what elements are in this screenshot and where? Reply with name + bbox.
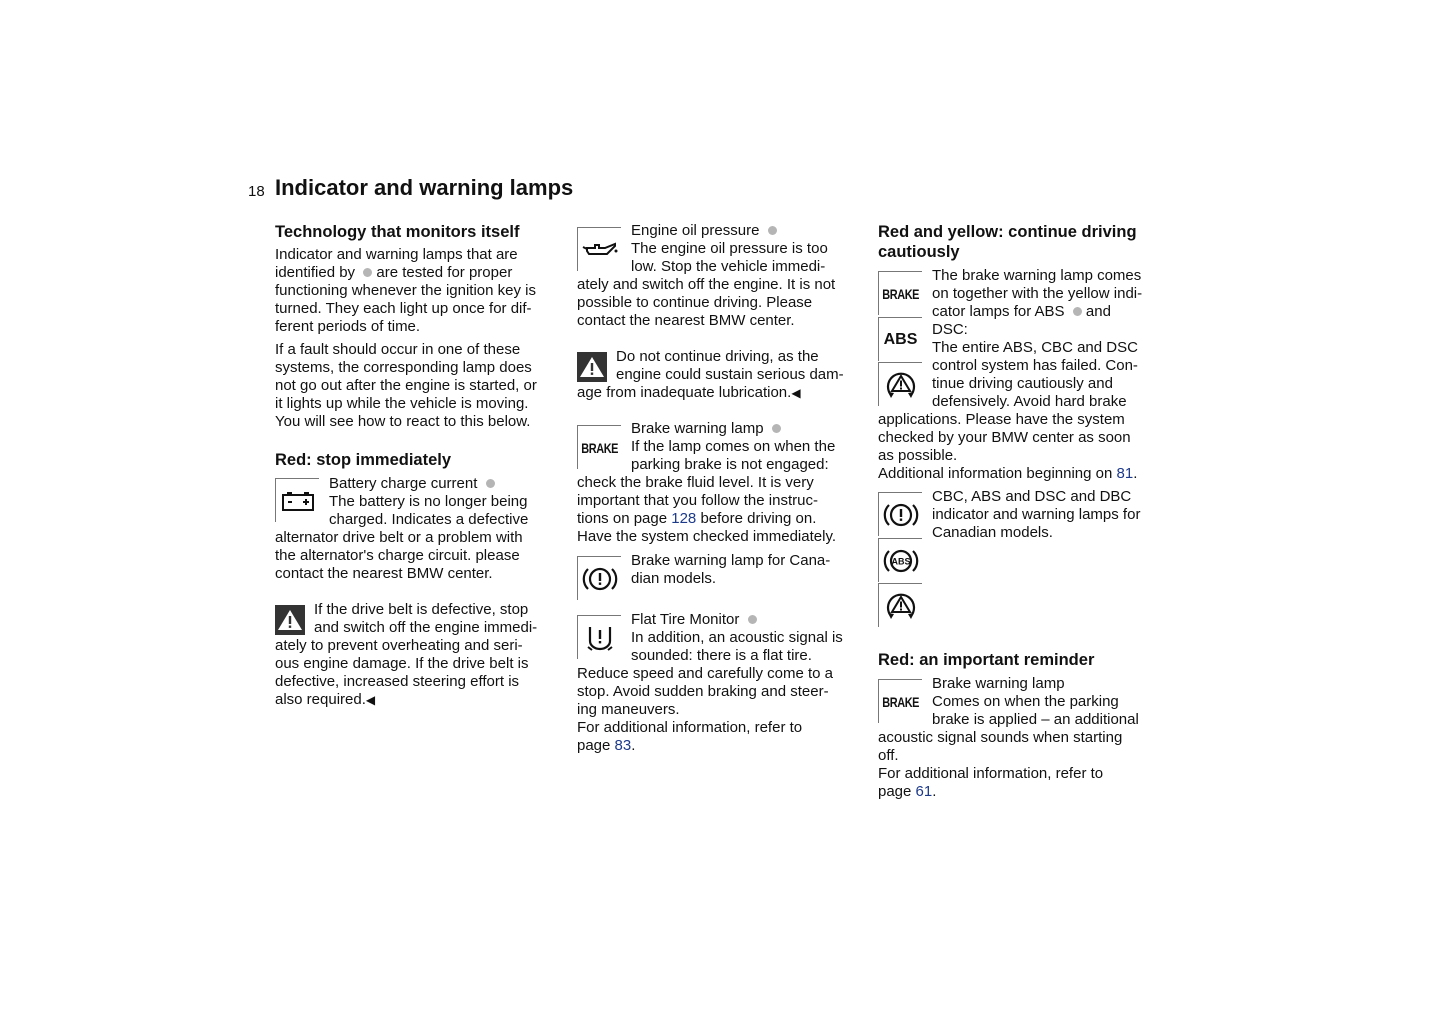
text-line: on together with the yellow indi- [932,285,1143,302]
indicator-dot-icon [772,424,781,433]
text-line: ately and switch off the engine. It is not [577,276,836,293]
text-line: Brake warning lamp for Cana- [631,552,831,569]
oil-title: Engine oil pressure [577,222,877,240]
text-line: Indicator and warning lamps that are [275,246,518,263]
battery-section [275,475,575,583]
text-line: contact the nearest BMW center. [275,565,493,582]
text-line: charged. Indicates a defective [329,511,529,528]
text-line: indicator and warning lamps for [932,506,1141,523]
text-line: also required.◀ [275,691,376,708]
abs-canada-icon [878,538,922,582]
text-line: stop. Avoid sudden braking and steer- [577,683,829,700]
text-line: contact the nearest BMW center. [577,312,795,329]
page-link-128[interactable]: 128 [671,510,697,527]
text-line: the alternator's charge circuit. please [275,547,520,564]
page-link-83[interactable]: 83 [614,737,632,754]
page-link-81[interactable]: 81 [1116,465,1134,482]
end-mark-icon: ◀ [365,693,376,707]
brake-icon: BRAKE [878,271,922,315]
text-line: Reduce speed and carefully come to a [577,665,833,682]
indicator-dot-icon [486,479,495,488]
brake-section [577,420,877,546]
text-line: The entire ABS, CBC and DSC [932,339,1138,356]
oil-warning [577,348,877,402]
text-line: cator lamps for ABS and [932,303,1111,320]
page-title: Indicator and warning lamps [275,175,574,200]
text-line: checked by your BMW center as soon [878,429,1131,446]
text-line: If a fault should occur in one of these [275,341,521,358]
text-line: The brake warning lamp comes [932,267,1142,284]
text-line: DSC: [932,321,968,338]
text-line: page 61. [878,783,937,800]
text-line: If the drive belt is defective, stop [314,601,529,618]
text-line: Comes on when the parking [932,693,1119,710]
svg-text:ABS: ABS [890,556,911,566]
text-line: and switch off the engine immedi- [314,619,538,636]
indicator-dot-icon [1073,307,1082,316]
text-line: Additional information beginning on 81. [878,465,1138,482]
text-line: as possible. [878,447,958,464]
text-line: If the lamp comes on when the [631,438,836,455]
drive-belt-warning [275,601,575,709]
text-line: not go out after the engine is started, or [275,377,537,394]
text-line: You will see how to react to this below. [275,413,531,430]
text-line: ferent periods of time. [275,318,421,335]
text-line: applications. Please have the system [878,411,1125,428]
text-line: Do not continue driving, as the [616,348,819,365]
text-line: defective, increased steering effort is [275,673,520,690]
text-line: CBC, ABS and DSC and DBC [932,488,1132,505]
canadian-lamps-section [878,488,1178,542]
text-line: parking brake is not engaged: [631,456,829,473]
text-line: it lights up while the vehicle is moving. [275,395,529,412]
text-line: engine could sustain serious dam- [616,366,844,383]
text-line: systems, the corresponding lamp does [275,359,532,376]
heading-stop-immediately: Red: stop immediately [275,451,452,469]
reminder-section [878,675,1178,801]
text-line: The engine oil pressure is too [631,240,828,257]
text-line: important that you follow the instruc- [577,492,818,509]
text-line: Brake warning lamp [932,675,1065,692]
text-line: In addition, an acoustic signal is [631,629,843,646]
flat-tire-section [577,611,877,755]
text-line: brake is applied – an additional [932,711,1139,728]
text-line: defensively. Avoid hard brake [932,393,1127,410]
text-line: tions on page 128 before driving on. [577,510,817,527]
heading-important-reminder: Red: an important reminder [878,651,1095,669]
text-line: off. [878,747,899,764]
brake-title: Brake warning lamp [577,420,877,438]
text-line: alternator drive belt or a problem with [275,529,523,546]
heading-technology: Technology that monitors itself [275,223,520,241]
text-line: check the brake fluid level. It is very [577,474,814,491]
text-line: age from inadequate lubrication.◀ [577,384,801,401]
page-link-61[interactable]: 61 [915,783,933,800]
text-line: For additional information, refer to [878,765,1104,782]
abs-icon: ABS [878,317,922,361]
text-line: ous engine damage. If the drive belt is [275,655,529,672]
indicator-dot-icon [748,615,757,624]
indicator-dot-icon [768,226,777,235]
text-line: Have the system checked immediately. [577,528,836,545]
brake-canada-section [577,552,877,588]
oil-pressure-section [577,222,877,330]
brake-icon: BRAKE [577,425,621,469]
text-line: dian models. [631,570,717,587]
page-number: 18 [248,183,265,200]
text-line: ately to prevent overheating and seri- [275,637,523,654]
text-line: Canadian models. [932,524,1053,541]
text-line: ing maneuvers. [577,701,680,718]
text-line: For additional information, refer to [577,719,803,736]
flat-title: Flat Tire Monitor [577,611,877,629]
text-line: possible to continue driving. Please [577,294,813,311]
end-mark-icon: ◀ [791,386,801,400]
battery-title: Battery charge current [275,475,575,493]
brake-icon: BRAKE [878,679,922,723]
text-line: low. Stop the vehicle immedi- [631,258,826,275]
text-line: functioning whenever the ignition key is [275,282,536,299]
indicator-dot-icon [363,268,372,277]
text-line: acoustic signal sounds when starting [878,729,1123,746]
intro-paragraph [275,246,575,431]
text-line: The battery is no longer being [329,493,528,510]
red-yellow-section [878,267,1178,483]
text-line: identified by are tested for proper [275,264,513,281]
text-line: control system has failed. Con- [932,357,1138,374]
text-line: tinue driving cautiously and [932,375,1113,392]
text-line: sounded: there is a flat tire. [631,647,812,664]
dsc-icon [878,583,922,627]
text-line: turned. They each light up once for dif- [275,300,532,317]
text-line: page 83. [577,737,636,754]
heading-continue-cautiously: Red and yellow: continue driving cautiously [878,223,1137,261]
